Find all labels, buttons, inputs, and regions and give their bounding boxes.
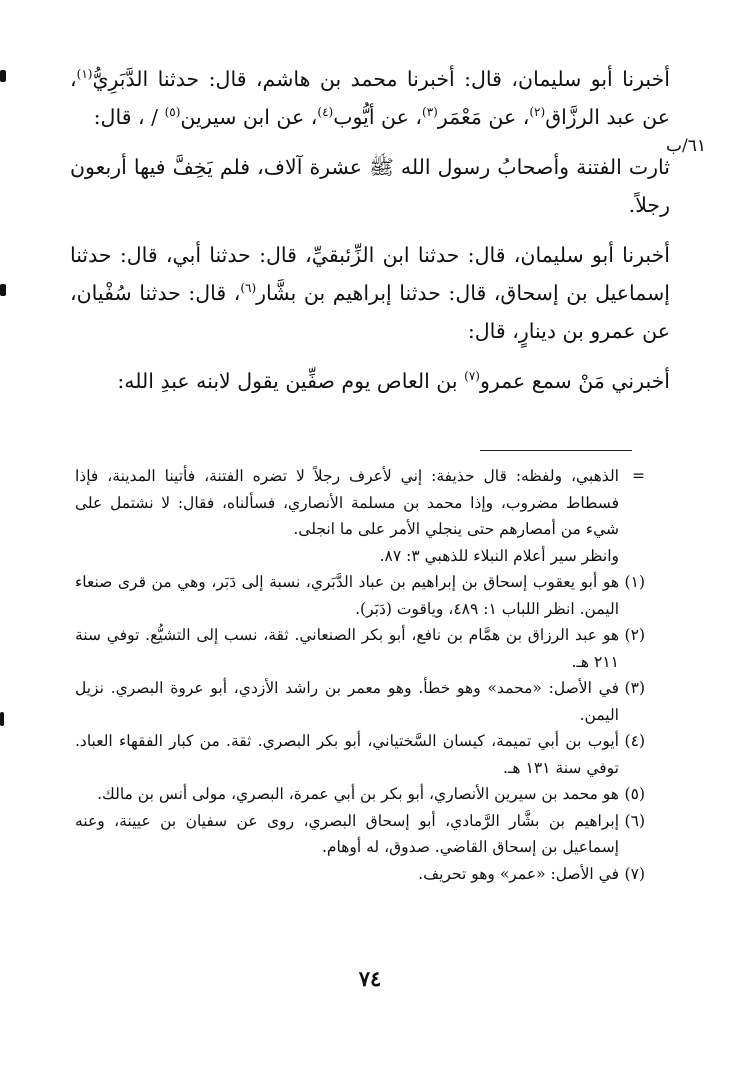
- footnote-4: (٤) أيوب بن أبي تميمة، كيسان السَّختياني، أبو بكر البصري. ثقة. من كبار الفقهاء العباد. توفي سنة ١٣١ هـ.: [75, 728, 645, 781]
- footnote-ref-3[interactable]: (٣): [422, 105, 438, 120]
- footnote-continuation: = الذهبي، ولفظه: قال حذيفة: إني لأعرف رجلاً لا تضره الفتنة، فأتينا المدينة، فإذا فسطاط مضروب، وإذا محمد بن مسلمة الأنصاري، فسألناه، فقال: لا نشتمل على شيء من أمصارهم حتى ينجلي الأمر على ما انجلى.: [75, 463, 645, 543]
- footnote-label-2: (٢): [624, 626, 645, 644]
- scan-edge-mark-bottom: [0, 712, 4, 726]
- footnote-ref-1[interactable]: (١): [76, 67, 93, 82]
- footnote-ref-7[interactable]: (٧): [464, 369, 480, 384]
- footnote-label-6: (٦): [624, 811, 645, 830]
- footnote-ref-5[interactable]: (٥): [164, 105, 181, 120]
- paragraph-matn-2: أخبرني مَنْ سمع عمرو$^{(٧)}$ بن العاص يوم صفِّين يقول لابنه عبدِ الله:: [117, 369, 670, 393]
- footnote-ref-6[interactable]: (٦): [240, 281, 257, 296]
- footnote-label-1: (١): [624, 573, 645, 591]
- footnote-3: (٣) في الأصل: «محمد» وهو خطأ. وهو معمر بن راشد الأزدي، أبو عروة البصري. نزيل اليمن.: [75, 675, 645, 728]
- footnote-6: (٦) إبراهيم بن بشَّار الرَّمادي، أبو إسحاق البصري، روى عن سفيان بن عيينة، وعنه إسماعيل بن إسحاق القاضي. صدوق، له أوهام.: [75, 808, 645, 861]
- paragraph-matn-1: ثارت الفتنة وأصحابُ رسول الله ﷺ عشرة آلاف، فلم يَخِفَّ فيها أربعون رجلاً.: [70, 155, 670, 217]
- footnote-2: (٢) هو عبد الرزاق بن همَّام بن نافع، أبو بكر الصنعاني. ثقة، نسب إلى التشيُّع. توفي سنة ٢١١ هـ.: [75, 622, 645, 675]
- footnote-ref-4[interactable]: (٤): [317, 105, 334, 120]
- footnote-1: (١) هو أبو يعقوب إسحاق بن إبراهيم بن عباد الدَّبَري، نسبة إلى دَبَر، وهي من قرى صنعاء اليمن. انظر اللباب ١: ٤٨٩، وياقوت (دَبَر).: [75, 569, 645, 622]
- margin-folio-marker: ٦١/ب: [666, 136, 706, 156]
- scan-edge-mark-middle: [0, 284, 6, 296]
- footnote-ref-2[interactable]: (٢): [529, 105, 546, 120]
- footnote-label-4: (٤): [624, 732, 645, 750]
- main-text: [70, 60, 670, 412]
- footnote-continuation-ref: وانظر سير أعلام النبلاء للذهبي ٣: ٨٧.: [379, 546, 619, 565]
- footnote-label-3: (٣): [624, 679, 645, 697]
- footnote-label-5: (٥): [624, 785, 645, 803]
- paragraph-isnad-1: أخبرنا أبو سليمان، قال: أخبرنا محمد بن هاشم، قال: حدثنا الدَّبَرِيُّ$^{(١)}$، عن عبد الرزَّاق$^{(٢)}$، عن مَعْمَر$^{(٣)}$، عن أيُّوب$^{(٤)}$، عن ابن سيرين$^{(٥)}$ / ، قال:: [70, 67, 670, 129]
- footnotes: [75, 463, 645, 887]
- footnote-separator: [480, 450, 632, 451]
- paragraph-isnad-2: أخبرنا أبو سليمان، قال: حدثنا ابن الزِّئبقيِّ، قال: حدثنا أبي، قال: حدثنا إسماعيل بن إسحاق، قال: حدثنا إبراهيم بن بشَّار$^{(٦)}$، قال: حدثنا سُفْيان، عن عمرو بن دينارٍ، قال:: [70, 243, 670, 343]
- continuation-mark: =: [632, 467, 645, 485]
- page-number: ٧٤: [358, 966, 382, 991]
- footnote-5: (٥) هو محمد بن سيرين الأنصاري، أبو بكر بن أبي عمرة، البصري، مولى أنس بن مالك.: [75, 781, 645, 808]
- footnote-label-7: (٧): [624, 864, 645, 883]
- scan-edge-mark-top: [0, 70, 6, 82]
- footnote-7: (٧) في الأصل: «عمر» وهو تحريف.: [75, 861, 645, 888]
